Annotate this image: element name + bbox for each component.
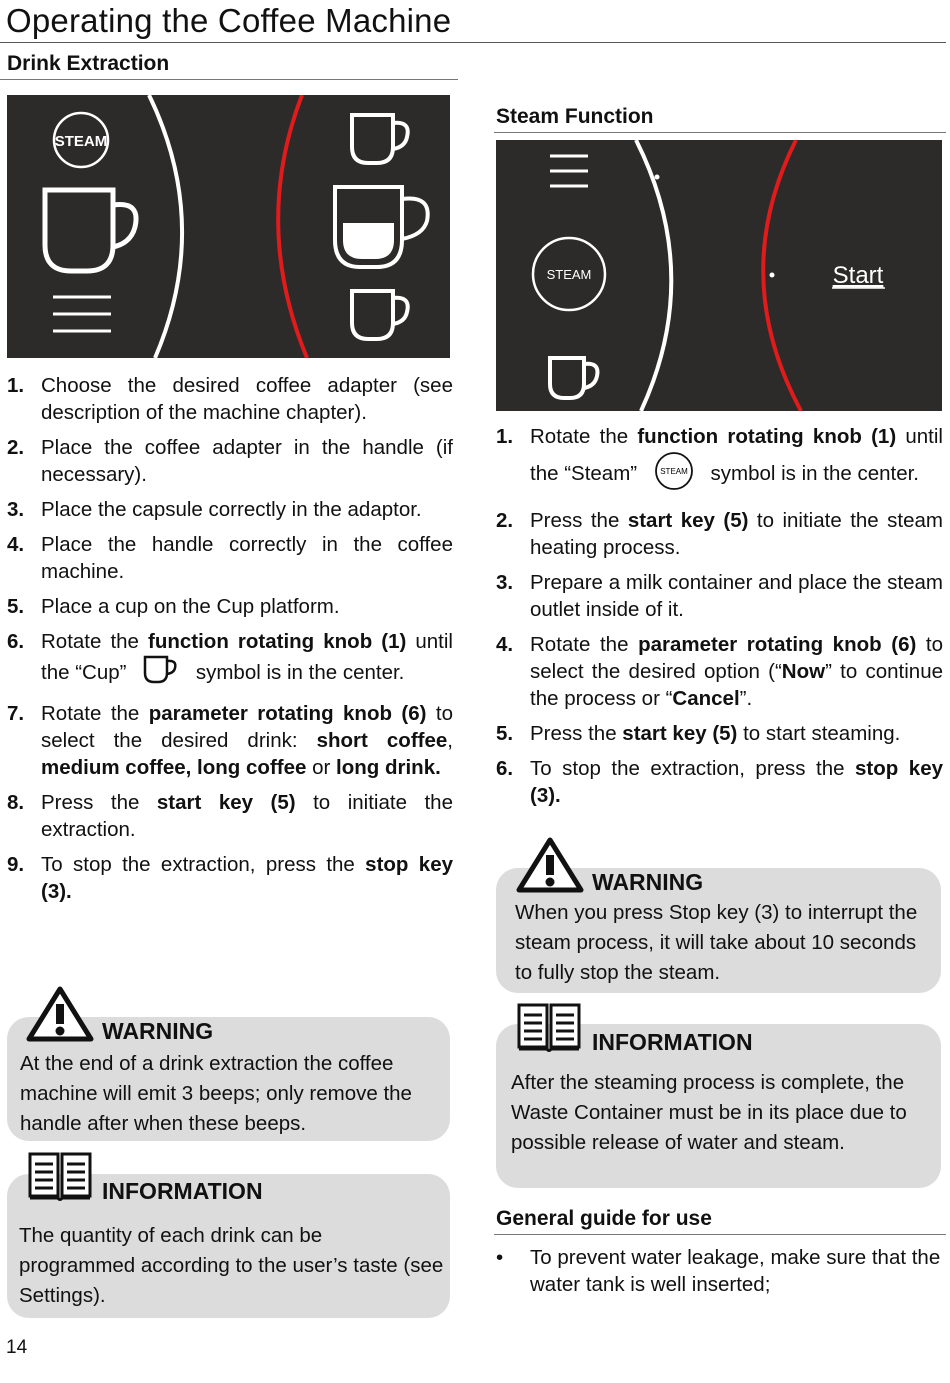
drink-display-graphic xyxy=(7,95,450,358)
step-text: Rotate the xyxy=(530,633,639,656)
step-text: Place the coffee adapter in the handle (if necessary). xyxy=(41,436,453,486)
information-title: INFORMATION xyxy=(592,1029,753,1055)
step-text: Rotate the xyxy=(530,425,638,448)
cup-long-icon xyxy=(352,291,408,339)
drink-display-panel xyxy=(7,95,450,358)
list-item xyxy=(496,631,943,712)
section-divider xyxy=(0,79,458,80)
steam-icon-label: STEAM xyxy=(546,267,592,282)
section-title-general-guide: General guide for use xyxy=(496,1207,712,1230)
step-text: symbol is in the center. xyxy=(190,660,405,684)
title-divider xyxy=(0,42,946,43)
menu-lines-icon xyxy=(53,297,111,331)
list-item xyxy=(7,789,453,843)
step-text: Prepare a milk container and place the steam outlet inside of it. xyxy=(530,571,943,621)
step-text-bold: start key (5) xyxy=(622,722,738,745)
steam-function-steps xyxy=(496,423,943,817)
bullet-text: To prevent water leakage, make sure that the water tank is well inserted; xyxy=(530,1246,941,1296)
step-text: To stop the extraction, press the xyxy=(41,853,366,876)
step-number: 2. xyxy=(7,436,25,459)
step-number: 9. xyxy=(7,853,25,876)
list-item xyxy=(496,755,943,809)
section-title-steam-function: Steam Function xyxy=(496,105,654,128)
step-text: Choose the desired coffee adapter (see description of the machine chapter). xyxy=(41,374,453,424)
list-item xyxy=(7,372,453,426)
list-item xyxy=(7,531,453,585)
step-text: to initiate the steam heating process. xyxy=(530,509,943,559)
list-item xyxy=(7,496,453,523)
dial-marker xyxy=(655,175,660,180)
step-text-bold: function rotating knob (1) xyxy=(637,425,897,448)
cup-small-icon xyxy=(352,115,408,163)
warning-text: When you press Stop key (3) to interrupt the steam process, it will take about 10 seconds to fully stop the steam. xyxy=(515,901,918,984)
list-item xyxy=(7,628,453,692)
page-number: 14 xyxy=(6,1337,28,1358)
step-number: 5. xyxy=(496,722,514,745)
svg-text:STEAM: STEAM xyxy=(660,467,688,476)
step-text: Press the xyxy=(530,722,623,745)
step-number: 2. xyxy=(496,509,514,532)
list-item xyxy=(7,851,453,905)
step-text: ” to continue the process or “ xyxy=(530,660,944,710)
step-text-bold: stop key (3). xyxy=(530,757,943,807)
step-text: Place the capsule correctly in the adaptor. xyxy=(41,498,422,521)
book-icon xyxy=(26,1150,94,1202)
bullet-icon: • xyxy=(496,1246,504,1269)
start-label: Start xyxy=(832,262,884,289)
general-guide-list xyxy=(496,1244,944,1298)
cup-large-icon xyxy=(45,190,136,271)
step-text-bold: start key (5) xyxy=(156,791,296,814)
warning-triangle-icon xyxy=(26,986,94,1042)
step-text: Place the handle correctly in the coffee machine. xyxy=(41,533,453,583)
menu-lines-icon xyxy=(550,156,588,186)
warning-triangle-icon xyxy=(516,837,584,893)
step-text: Rotate the xyxy=(41,630,149,653)
steam-circle-icon xyxy=(533,238,605,310)
step-text-bold: Now xyxy=(781,660,826,683)
drink-extraction-steps xyxy=(7,372,453,913)
step-text: to select the desired drink: xyxy=(41,702,454,752)
step-text: ”. xyxy=(739,687,753,710)
step-text-bold: short coffee xyxy=(316,729,448,752)
step-text: or xyxy=(306,756,337,779)
section-title-drink-extraction: Drink Extraction xyxy=(7,52,170,75)
step-text: Press the xyxy=(41,791,157,814)
dial-marker xyxy=(770,273,775,278)
warning-title: WARNING xyxy=(102,1018,214,1044)
steam-circle-icon xyxy=(54,113,108,167)
red-dial-arc xyxy=(763,140,801,411)
cup-symbol-icon xyxy=(142,655,180,692)
step-text-bold: stop key (3). xyxy=(41,853,453,903)
list-item xyxy=(496,569,943,623)
steam-display-panel xyxy=(496,140,942,411)
step-text: Press the xyxy=(530,509,628,532)
steam-display-graphic xyxy=(496,140,942,411)
step-text-bold: long drink. xyxy=(336,756,441,779)
cup-icon xyxy=(550,358,597,398)
list-item xyxy=(496,720,943,747)
step-number: 7. xyxy=(7,702,25,725)
step-number: 3. xyxy=(7,498,25,521)
step-number: 3. xyxy=(496,571,514,594)
list-item xyxy=(496,423,943,499)
steam-symbol-icon xyxy=(653,450,695,499)
step-text-bold: function rotating knob (1) xyxy=(148,630,407,653)
step-text: to select the desired option (“ xyxy=(530,633,943,683)
list-item xyxy=(7,593,453,620)
information-title: INFORMATION xyxy=(102,1178,263,1204)
step-number: 4. xyxy=(7,533,25,556)
information-text: After the steaming process is complete, the Waste Container must be in its place due to possible release of water and steam. xyxy=(511,1071,907,1154)
step-text: to initiate the extraction. xyxy=(41,791,453,841)
steam-icon-label: STEAM xyxy=(54,133,108,150)
step-text: to start steaming. xyxy=(737,722,901,745)
step-text: Place a cup on the Cup platform. xyxy=(41,595,340,618)
red-dial-arc xyxy=(278,95,307,358)
list-item xyxy=(7,700,453,781)
step-text: symbol is in the center. xyxy=(704,461,920,485)
page-title: Operating the Coffee Machine xyxy=(6,2,452,39)
list-item xyxy=(496,1244,944,1298)
list-item xyxy=(496,507,943,561)
step-text-bold: medium coffee, long coffee xyxy=(41,756,307,779)
section-divider xyxy=(494,132,946,133)
step-number: 1. xyxy=(7,374,25,397)
step-number: 6. xyxy=(496,757,514,780)
step-number: 6. xyxy=(7,630,25,653)
warning-title: WARNING xyxy=(592,869,704,895)
white-dial-arc xyxy=(636,140,671,411)
step-text: , xyxy=(447,729,453,752)
step-text-bold: parameter rotating knob (6) xyxy=(638,633,917,656)
white-dial-arc xyxy=(149,95,182,358)
step-text-bold: Cancel xyxy=(672,687,740,710)
step-number: 5. xyxy=(7,595,25,618)
step-text-bold: parameter rotating knob (6) xyxy=(148,702,427,725)
step-number: 8. xyxy=(7,791,25,814)
step-text: Rotate the xyxy=(41,702,149,725)
list-item xyxy=(7,434,453,488)
step-text-bold: start key (5) xyxy=(627,509,749,532)
step-number: 4. xyxy=(496,633,514,656)
cup-medium-icon xyxy=(335,187,428,267)
step-text: until the “Steam” xyxy=(530,425,943,485)
step-text: To stop the extraction, press the xyxy=(530,757,856,780)
book-icon xyxy=(515,1001,583,1053)
warning-text: At the end of a drink extraction the coffee machine will emit 3 beeps; only remove the handle after when these beeps. xyxy=(20,1052,412,1135)
section-divider xyxy=(494,1234,946,1235)
information-text: The quantity of each drink can be programmed according to the user’s taste (see Settings). xyxy=(19,1224,444,1307)
step-text: until the “Cup” xyxy=(41,630,453,684)
step-number: 1. xyxy=(496,425,514,448)
